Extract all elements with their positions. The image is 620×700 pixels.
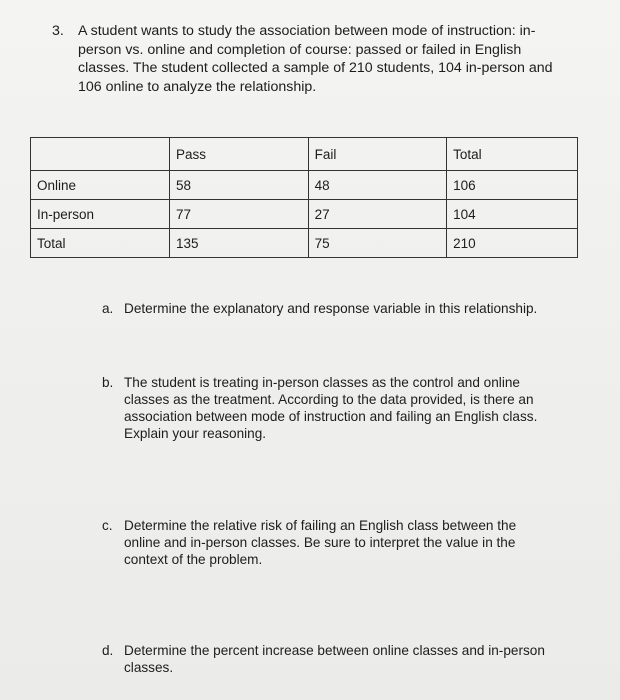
part-letter: b. <box>102 375 114 390</box>
part-text: The student is treating in-person classes as the control and online classes as the treatment. According to the data provided, is there an association between mode of instruction and failing an English class. Explain your reasoning. <box>124 375 538 441</box>
part-b <box>102 374 552 442</box>
table-row <box>31 171 578 200</box>
table-cell: 48 <box>308 171 446 200</box>
part-text: Determine the explanatory and response variable in this relationship. <box>124 301 538 316</box>
table-cell: 58 <box>169 171 308 200</box>
table-row-label: Online <box>31 171 170 200</box>
contingency-table <box>30 137 578 258</box>
table-header-cell: Pass <box>169 138 308 171</box>
part-letter: d. <box>102 643 114 658</box>
table-cell: 210 <box>447 229 578 258</box>
table-row <box>31 229 578 258</box>
question-text: A student wants to study the association between mode of instruction: in-person vs. online and completion of course: passed or failed in English classes. The student collected a sample of 210 students, 104 in-person and 106 online to analyze the relationship. <box>78 23 553 95</box>
part-letter: c. <box>102 518 113 533</box>
table-cell: 77 <box>169 200 308 229</box>
table-cell: 104 <box>447 200 578 229</box>
part-d <box>102 642 552 676</box>
table-cell: 75 <box>308 229 446 258</box>
table-header-cell <box>31 138 170 171</box>
table-row-label: Total <box>31 229 170 258</box>
table-cell: 27 <box>308 200 446 229</box>
table-row-label: In-person <box>31 200 170 229</box>
part-a <box>102 300 552 317</box>
question-number: 3. <box>52 23 64 39</box>
part-text: Determine the percent increase between online classes and in-person classes. <box>124 643 545 675</box>
part-c <box>102 517 552 568</box>
table-header-cell: Fail <box>308 138 446 171</box>
part-text: Determine the relative risk of failing an English class between the online and in-person classes. Be sure to interpret the value in the context of the problem. <box>124 518 517 567</box>
table-row <box>31 200 578 229</box>
part-letter: a. <box>102 301 114 316</box>
table-header-row <box>31 138 578 171</box>
table-header-cell: Total <box>447 138 578 171</box>
table-cell: 106 <box>447 171 578 200</box>
question-3 <box>52 22 572 96</box>
table-cell: 135 <box>169 229 308 258</box>
